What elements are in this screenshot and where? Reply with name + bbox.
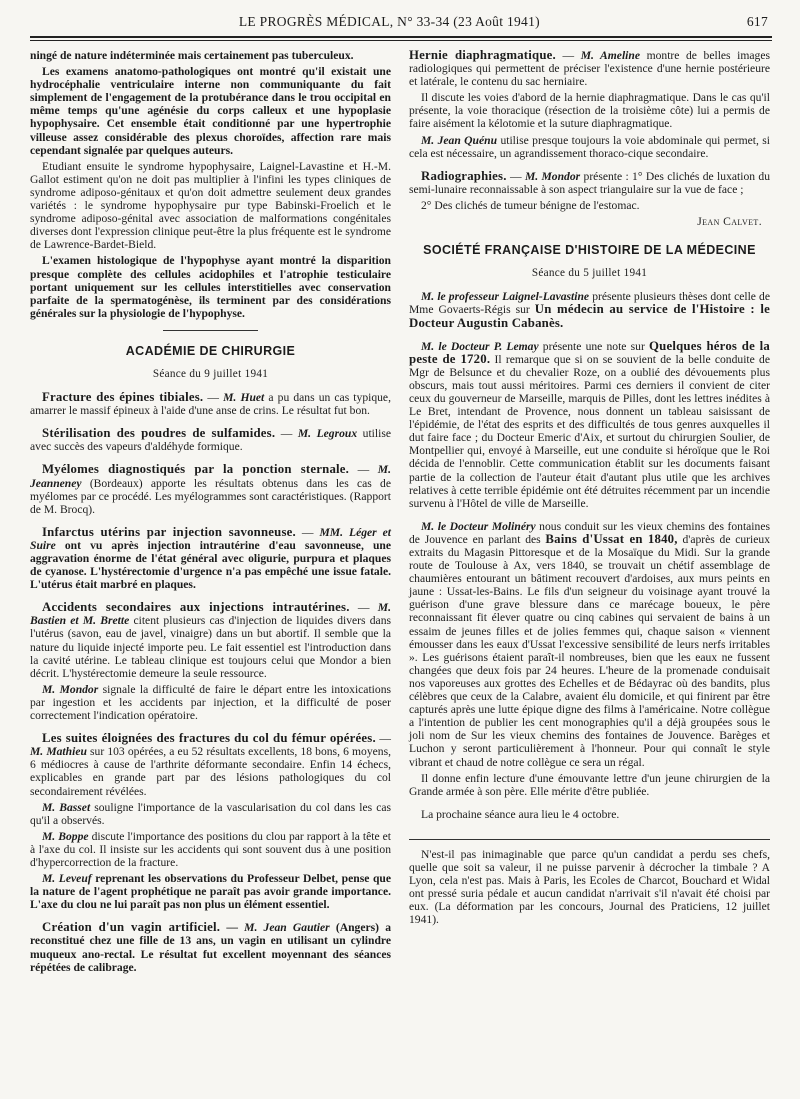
entry-text: présente : 1° Des clichés de luxation du semi-lunaire reconnaissable à son aspect triangulaire sur la vue de face ; (409, 169, 770, 196)
entry: Infarctus utérins par injection savonneuse. — MM. Léger et Suire ont vu après injection intrautérine d'eau savonneuse, une aggravation énorme de l'état général avec oligurie, purpura et plaques de cyanose. L'hystérectomie d'urgence n'a pas empêché une issue fatale. L'utérus était marbré en plaques. (30, 524, 391, 592)
entry-text: Il remarque que si on se souvient de la belle conduite de Mgr de Belsunce et du chevalier Roze, on a oublié des dévouements plus obscurs, mais tout aussi méritoires. Parmi ces derniers il convient de citer ceux du gouverneur de Marseille, marquis de Pilles, dont les lettres inédites à Le Bret, intendant de Provence, nous donnent un tableau saisissant de l'épidémie, de l'état des esprits et des difficultés de tous genres auxquelles il dut faire face ; du Docteur Emeric d'Aix, et surtout du chirurgien Soulier, de Montpellier qui, envoyé à Marseille, eut une conduite si héroïque que le Roi décida de l'ennoblir. Cette communication établit sur les documents faisant partie de la collection de l'auteur était d'autant plus utile que les archives relatives à cette terrible épidémie ont été détruites récemment par un incendie survenu à l'Hôtel de ville de Marseille. (409, 352, 770, 510)
entry (409, 290, 770, 329)
entry (30, 801, 391, 827)
entry-author: M. le professeur Laignel-Lavastine (421, 290, 590, 304)
entry: Accidents secondaires aux injections intrautérines. — M. Bastien et M. Brette citent plusieurs cas d'injection de liquides divers dans l'utérus (savon, eau de javel, vinaigre) dans un but abortif. Il semble que la nature du liquide injecté importe peu. Le fait essentiel est l'introduction dans la cavité utérine. Le tableau clinique est toujours celui que Mondor a bien décrit. L'hystérectomie demeure la seule ressource. (30, 600, 392, 680)
section-title: SOCIÉTÉ FRANÇAISE D'HISTOIRE DE LA MÉDECINE (423, 243, 756, 258)
running-title: LE PROGRÈS MÉDICAL, N° 33-34 (23 Août 1941) (238, 14, 540, 29)
session-date: Séance du 9 juillet 1941 (152, 367, 269, 380)
note-divider (409, 839, 770, 840)
entry-title: Les suites éloignées des fractures du col du fémur opérées. (42, 731, 376, 746)
entry-author: M. Legroux (297, 427, 358, 441)
entry: Myélomes diagnostiqués par la ponction sternale. — M. Jeanneney (Bordeaux) apporte les résultats obtenus dans les cas de myélomes par ce procédé. Les myélogrammes sont caractéristiques. (Rapport de M. Brocq). (30, 462, 391, 516)
signature: Jean Calvet. (697, 215, 762, 229)
entry-text: signale la difficulté de faire le départ entre les intoxications par ingestion et les accidents par injection, et la difficulté de poser correctement l'indication opératoire. (30, 682, 392, 723)
footnote-quote: N'est-il pas inimaginable que parce qu'un candidat a perdu ses chefs, quelle que soit sa valeur, il ne puisse parvenir à décrocher la timbale ? A Lyon, cela n'est pas. Mais à Paris, les Ecoles de Charcot, Bouchard et Widal ont pressé suria pédale et aucun candidat n'arrivait s'il n'avait été choisi par eux. (La déformation par les concours, Journal des Praticiens, 12 juillet 1941). (409, 847, 770, 927)
header-rule (30, 36, 772, 41)
entry: Radiographies. — M. Mondor présente : 1° Des clichés de luxation du semi-lunaire reconnaissable à son aspect triangulaire sur la vue de face ; (409, 168, 770, 196)
paragraph: Il discute les voies d'abord de la hernie diaphragmatique. Dans le cas qu'il présente, la voie thoracique (résection de la troisième côte) lui a permis de faire aisément la kélotomie et la suture diaphragmatique. (409, 91, 770, 131)
entry: Fracture des épines tibiales. — M. Huet a pu dans un cas typique, amarrer le massif épineux à l'aide d'une anse de crins. Le résultat fut bon. (30, 390, 391, 418)
left-column (30, 49, 391, 977)
entry-author: M. Boppe (42, 829, 89, 843)
entry-title: Myélomes diagnostiqués par la ponction sternale. (42, 462, 350, 477)
entry-author: M. le Docteur Molinéry (421, 519, 536, 533)
paragraph: Les examens anatomo-pathologiques ont montré qu'il existait une hydrocéphalie ventriculaire interne non communiquante du fait simplement de l'engagement de la protubérance dans le trou occipital en même temps qu'une agénésie du corps calleux et une hypoplasie hypophysaire. Cet ensemble était conditionné par une hypertrophie villeuse assez considérable des plexus choroïdes, affection rare mais cependant signalée par quelques auteurs. (30, 65, 391, 157)
entry-title: Radiographies. (421, 168, 507, 183)
entry-text: discute l'importance des positions du clou par rapport à la tête et à l'axe du col. Il insiste sur les accidents qui sont souvent dus à une position d'hypercorrection de la fracture. (30, 829, 392, 869)
entry (409, 520, 770, 769)
entry: Les suites éloignées des fractures du col du fémur opérées. — M. Mathieu sur 103 opérées, a eu 52 résultats excellents, 18 bons, 6 moyens, 6 médiocres à cause de l'arthrite déformante secondaire. Enfin 14 échecs, explicables en grande part par des lésions pathologiques du col secondairement révélées. (30, 731, 391, 798)
entry (30, 872, 391, 911)
paragraph: Il donne enfin lecture d'une émouvante lettre d'un jeune chirurgien de la Grande armée à son père. Elle mérite d'être publiée. (409, 771, 770, 798)
entry (409, 340, 770, 510)
entry-text: reprenant les observations du Professeur Delbet, pense que la nature de l'agent prophétique ne paraît pas avoir grande importance. L'axe du clou ne lui paraît pas non plus un élément essentiel. (30, 872, 392, 912)
entry-title: Infarctus utérins par injection savonneuse. (42, 524, 296, 539)
two-column-body (30, 49, 772, 977)
entry-text: présente plusieurs thèses dont celle de Mme Govaerts-Régis sur (409, 290, 771, 317)
entry-title: Stérilisation des poudres de sulfamides. (42, 426, 276, 441)
entry-author: M. Mondor (524, 169, 581, 183)
entry-title: Hernie diaphragmatique. (409, 48, 556, 62)
entry (409, 134, 770, 160)
entry (30, 683, 391, 722)
entry: Hernie diaphragmatique. — M. Ameline montre de belles images radiologiques qui permettent de préciser l'existence d'une hernie postérieure et latérale, le contenu du sac herniaire. (409, 48, 770, 89)
paragraph: ningé de nature indéterminée mais certainement pas tuberculeux. (30, 49, 354, 62)
entry-title: Création d'un vagin artificiel. (42, 920, 221, 935)
entry-title: Quelques héros de la peste de 1720. (409, 338, 771, 366)
entry (30, 830, 391, 869)
entry-title: Un médecin au service de l'Histoire : le Docteur Augustin Cabanès. (409, 302, 771, 330)
paragraph: L'examen histologique de l'hypophyse ayant montré la disparition presque complète des cellules acidophiles et l'atrophie testiculaire portant uniquement sur les cellules interstitielles avec conservation parfaite de la spermatogénèse, ils terminent par des considérations générales sur la physiologie de l'hypophyse. (30, 254, 391, 320)
entry-author: M. Ameline (580, 49, 640, 62)
entry-text: utilise presque toujours la voie abdominale qui permet, si cela est nécessaire, un agrandissement thoraco-cique secondaire. (409, 133, 770, 160)
entry-author: M. Leveuf (42, 872, 92, 886)
entry-author: M. le Docteur P. Lemay (421, 339, 539, 353)
section-divider (163, 330, 258, 331)
paragraph: La prochaine séance aura lieu le 4 octobre. (421, 807, 620, 821)
entry-author: M. Jeanneney (30, 463, 391, 490)
entry: Création d'un vagin artificiel. — M. Jean Gautier (Angers) a reconstitué chez une fille de 13 ans, un vagin en utilisant un cylindre muqueux ano-rectal. Le résultat fut excellent moyennant des séances répétées de calibrage. (30, 920, 391, 974)
entry-author: MM. Léger et Suire (30, 525, 391, 552)
entry-text: a pu dans un cas typique, amarrer le massif épineux à l'aide d'une anse de crins. Le résultat fut bon. (30, 391, 391, 418)
entry-text: (Angers) a reconstitué chez une fille de 13 ans, un vagin en utilisant un cylindre muqueux ano-rectal. Le résultat fut excellent moyennant des séances répétées de calibrage. (30, 921, 391, 974)
entry-text: souligne l'importance de la vascularisation du col dans les cas qu'il a observés. (30, 800, 392, 827)
entry-title: Fracture des épines tibiales. (42, 390, 204, 405)
page-number: 617 (746, 14, 768, 29)
entry-text: (Bordeaux) apporte les résultats obtenus dans les cas de myélomes par ce procédé. Les myélogrammes sont caractéristiques. (Rapport de M. Brocq). (30, 476, 391, 516)
session-date: Séance du 5 juillet 1941 (531, 267, 648, 280)
entry-text: ont vu après injection intrautérine d'eau savonneuse, une aggravation énorme de l'état général avec oligurie, purpura et plaques de cyanose. L'hystérectomie d'urgence n'a pas empêché une issue fatale. L'utérus était marbré en plaques. (30, 538, 391, 592)
paragraph: 2° Des clichés de tumeur bénigne de l'estomac. (421, 198, 640, 212)
right-column (409, 49, 770, 977)
entry-text: sur 103 opérées, a eu 52 résultats excellents, 18 bons, 6 moyens, 6 médiocres à cause de l'arthrite déformante secondaire. Enfin 14 échecs, explicables en grande part par des lésions pathologiques du col secondairement révélées. (30, 745, 391, 798)
entry-text: utilise avec succès des vapeurs d'aldéhyde formique. (30, 427, 391, 454)
entry-author: M. Bastien et M. Brette (30, 601, 391, 628)
entry-author: M. Mathieu (30, 745, 87, 759)
section-title: ACADÉMIE DE CHIRURGIE (125, 343, 296, 358)
entry-author: M. Jean Quénu (421, 133, 498, 147)
entry-text: présente une note sur (542, 339, 645, 353)
paragraph: Etudiant ensuite le syndrome hypophysaire, Laignel-Lavastine et H.-M. Gallot estiment qu'on ne doit pas multiplier à l'infini les types cliniques de syndrome adiposo-génitaux et qu'on doit admettre seulement deux grandes variétés : le syndrome hypophysaire pur type Babinski-Froelich et le syndrome adiposo-génital avec association de malformations congénitales diverses dont l'expression clinique peut-être la plus fréquente est le syndrome de Lawrence-Bardet-Bield. (30, 159, 391, 252)
page-header (30, 14, 772, 30)
entry-text: d'après de curieux extraits du Magasin Pittoresque et de la Mosaïque du Midi. Sur la grande route de Toulouse à Ax, vers 1840, se trouvait un chétif assemblage de chaumières entourant un bâtiment recouvert d'ardoises, aux murs peints en jaune : Ussat-les-Bains. Le fils d'un seigneur du voisinage ayant trouvé la guérison d'une grave blessure dans ce marécage boueux, le père reconnaissant fit élever quatre ou cinq cabines qui servaient de bains à un essaim de jeunes filles et de jolies femmes qui, chaque saison « viennent émousser dans les eaux d'Ussat l'excessive sensibilité de leurs nerfs irritables ». Les guérisons étaient paraît-il nombreuses, bien que les eaux ne fussent changées que deux fois par 24 heures. L'heure de la promenade conduisait nos vaporeuses aux grottes des Echelles et de Bédayrac où des bandits, plus célèbres que ceux de la Calabre, avaient élu domicile, et qui finirent par être capturés après une lutte épique digne des films à l'américaine. Notre collègue a l'intention de publier les cent monographies qu'il a déjà groupées sous le joli nom de Sur les vieux chemins des fontaines de Jouvence. Barèges et Luchon y seront particulièrement à l'honneur. Pour qui connaît le style vibrant et chaud de notre collègue ce sera un régal. (409, 532, 770, 769)
entry-title: Accidents secondaires aux injections intrautérines. (42, 600, 350, 615)
entry-author: M. Basset (42, 800, 91, 814)
entry-text: nous conduit sur les vieux chemins des fontaines de Jouvence en parlant des (409, 519, 770, 546)
entry: Stérilisation des poudres de sulfamides. — M. Legroux utilise avec succès des vapeurs d'aldéhyde formique. (30, 426, 391, 454)
entry-text: citent plusieurs cas d'injection de liquides divers dans l'utérus (savon, eau de javel, vinaigre) dans un but abortif. Il semble que la nature du liquide injecté importe peu. Le fait essentiel est l'introduction dans la cavité utérine. Le tableau clinique est toujours celui que Mondor a bien décrit. L'hystérectomie demeure la seule ressource. (30, 614, 392, 680)
entry-text: montre de belles images radiologiques qui permettent de préciser l'existence d'une hernie postérieure et latérale, le contenu du sac herniaire. (409, 49, 770, 89)
entry-title: Bains d'Ussat en 1840, (545, 531, 678, 546)
entry-author: M. Jean Gautier (244, 921, 330, 935)
entry-author: M. Mondor (42, 682, 99, 696)
entry-author: M. Huet (223, 391, 265, 405)
